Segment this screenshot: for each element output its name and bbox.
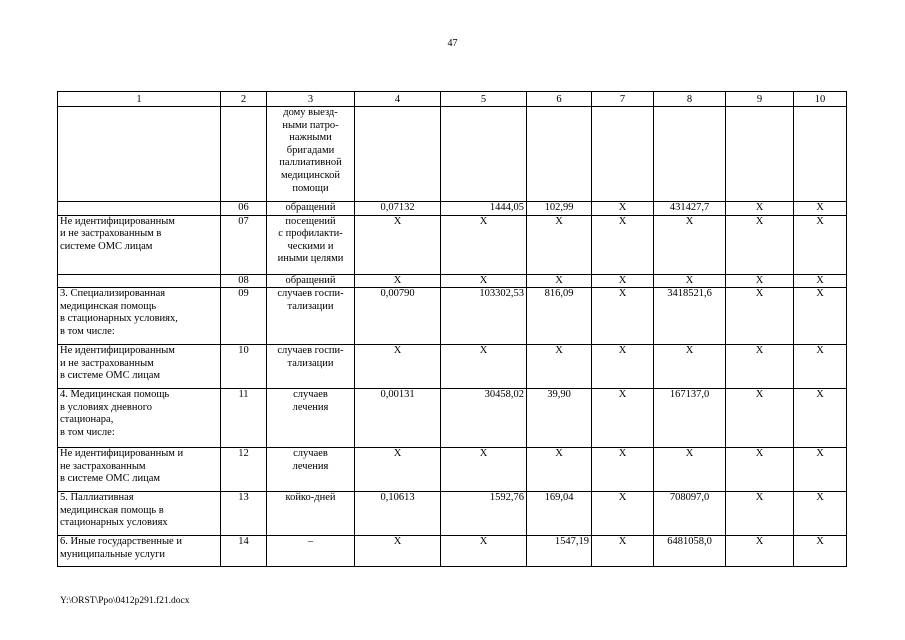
row-number: 12 (221, 448, 267, 492)
row-value: 0,10613 (355, 492, 441, 536)
header-cell: 1 (58, 92, 221, 107)
row-value: 0,00790 (355, 288, 441, 345)
row-value (654, 107, 726, 202)
row-value: 1592,76 (441, 492, 527, 536)
row-value: Х (355, 215, 441, 274)
row-value: 30458,02 (441, 389, 527, 448)
table-row (58, 345, 847, 389)
header-cell: 9 (726, 92, 794, 107)
row-value: Х (527, 345, 592, 389)
row-value: Х (441, 274, 527, 288)
row-number: 10 (221, 345, 267, 389)
row-value: 0,00131 (355, 389, 441, 448)
row-number: 06 (221, 202, 267, 216)
row-name: 6. Иные государственные и муниципальные услуги (58, 536, 221, 567)
row-number: 09 (221, 288, 267, 345)
row-value: Х (794, 274, 847, 288)
row-value: Х (794, 536, 847, 567)
row-number: 13 (221, 492, 267, 536)
table-row (58, 536, 847, 567)
row-value: Х (527, 274, 592, 288)
row-value: Х (355, 448, 441, 492)
row-value: Х (794, 215, 847, 274)
row-value (726, 107, 794, 202)
row-value: Х (441, 345, 527, 389)
row-value: Х (654, 215, 726, 274)
row-value: Х (726, 345, 794, 389)
row-value: Х (592, 202, 654, 216)
row-number: 14 (221, 536, 267, 567)
row-value: Х (726, 274, 794, 288)
row-name: 4. Медицинская помощь в условиях дневного стационара, в том числе: (58, 389, 221, 448)
row-value: Х (726, 448, 794, 492)
row-value: Х (726, 202, 794, 216)
row-number: 07 (221, 215, 267, 274)
row-value: Х (726, 389, 794, 448)
row-value (527, 107, 592, 202)
row-value: 39,90 (527, 389, 592, 448)
table-row (58, 288, 847, 345)
row-value: Х (527, 215, 592, 274)
row-value: Х (441, 536, 527, 567)
row-unit: обращений (267, 274, 355, 288)
row-value: 708097,0 (654, 492, 726, 536)
row-value: Х (794, 492, 847, 536)
header-cell: 7 (592, 92, 654, 107)
row-value (441, 107, 527, 202)
data-table (57, 91, 847, 567)
footer-file-path: Y:\ORST\Ppo\0412p291.f21.docx (60, 596, 190, 606)
header-cell: 4 (355, 92, 441, 107)
row-value (794, 107, 847, 202)
table-row (58, 274, 847, 288)
row-name: Не идентифицированным и не застрахованным в системе ОМС лицам (58, 345, 221, 389)
table-row (58, 202, 847, 216)
row-unit: – (267, 536, 355, 567)
row-unit: обращений (267, 202, 355, 216)
row-value (592, 107, 654, 202)
row-value: Х (592, 389, 654, 448)
row-value: Х (441, 448, 527, 492)
row-name: 3. Специализированная медицинская помощь в стационарных условиях, в том числе: (58, 288, 221, 345)
row-value: Х (794, 202, 847, 216)
header-cell: 10 (794, 92, 847, 107)
row-value: 167137,0 (654, 389, 726, 448)
row-value: Х (355, 274, 441, 288)
header-cell: 6 (527, 92, 592, 107)
row-value: Х (726, 536, 794, 567)
row-name: Не идентифицированным и не застрахованным в системе ОМС лицам (58, 215, 221, 274)
header-cell: 3 (267, 92, 355, 107)
header-row (58, 92, 847, 107)
row-value: Х (726, 492, 794, 536)
row-value: Х (592, 448, 654, 492)
row-unit: случаев госпи- тализации (267, 345, 355, 389)
row-value: Х (355, 536, 441, 567)
row-name (58, 107, 221, 202)
row-number: 08 (221, 274, 267, 288)
row-value: 431427,7 (654, 202, 726, 216)
row-number (221, 107, 267, 202)
row-unit: случаев лечения (267, 448, 355, 492)
row-number: 11 (221, 389, 267, 448)
row-value: Х (654, 274, 726, 288)
row-value: 103302,53 (441, 288, 527, 345)
row-value: Х (726, 288, 794, 345)
row-value: Х (794, 288, 847, 345)
table-row (58, 389, 847, 448)
row-name: 5. Паллиативная медицинская помощь в стационарных условиях (58, 492, 221, 536)
row-value: Х (592, 274, 654, 288)
header-cell: 5 (441, 92, 527, 107)
row-value: Х (592, 492, 654, 536)
row-value: 102,99 (527, 202, 592, 216)
row-name: Не идентифицированным и не застрахованным в системе ОМС лицам (58, 448, 221, 492)
table-row (58, 107, 847, 202)
page-number: 47 (447, 38, 458, 49)
row-unit: случаев госпи- тализации (267, 288, 355, 345)
row-value: Х (794, 345, 847, 389)
row-value: Х (592, 345, 654, 389)
row-value: 6481058,0 (654, 536, 726, 567)
row-value: Х (441, 215, 527, 274)
header-cell: 2 (221, 92, 267, 107)
row-value: Х (527, 448, 592, 492)
row-value: 0,07132 (355, 202, 441, 216)
row-value: Х (794, 389, 847, 448)
row-name (58, 202, 221, 216)
row-value: Х (654, 345, 726, 389)
row-value (355, 107, 441, 202)
table-row (58, 492, 847, 536)
row-value: Х (592, 288, 654, 345)
row-unit: случаев лечения (267, 389, 355, 448)
row-value: Х (726, 215, 794, 274)
row-value: Х (355, 345, 441, 389)
table-row (58, 448, 847, 492)
row-value: Х (794, 448, 847, 492)
row-value: 1444,05 (441, 202, 527, 216)
row-unit: дому выезд- ными патро- нажными бригадами паллиативной медицинской помощи (267, 107, 355, 202)
row-unit: койко-дней (267, 492, 355, 536)
row-value: 816,09 (527, 288, 592, 345)
row-value: Х (592, 215, 654, 274)
row-value: 169,04 (527, 492, 592, 536)
row-value: 1547,19 (527, 536, 592, 567)
table-row (58, 215, 847, 274)
row-name (58, 274, 221, 288)
row-value: Х (654, 448, 726, 492)
row-unit: посещений с профилакти- ческими и иными целями (267, 215, 355, 274)
row-value: Х (592, 536, 654, 567)
row-value: 3418521,6 (654, 288, 726, 345)
header-cell: 8 (654, 92, 726, 107)
